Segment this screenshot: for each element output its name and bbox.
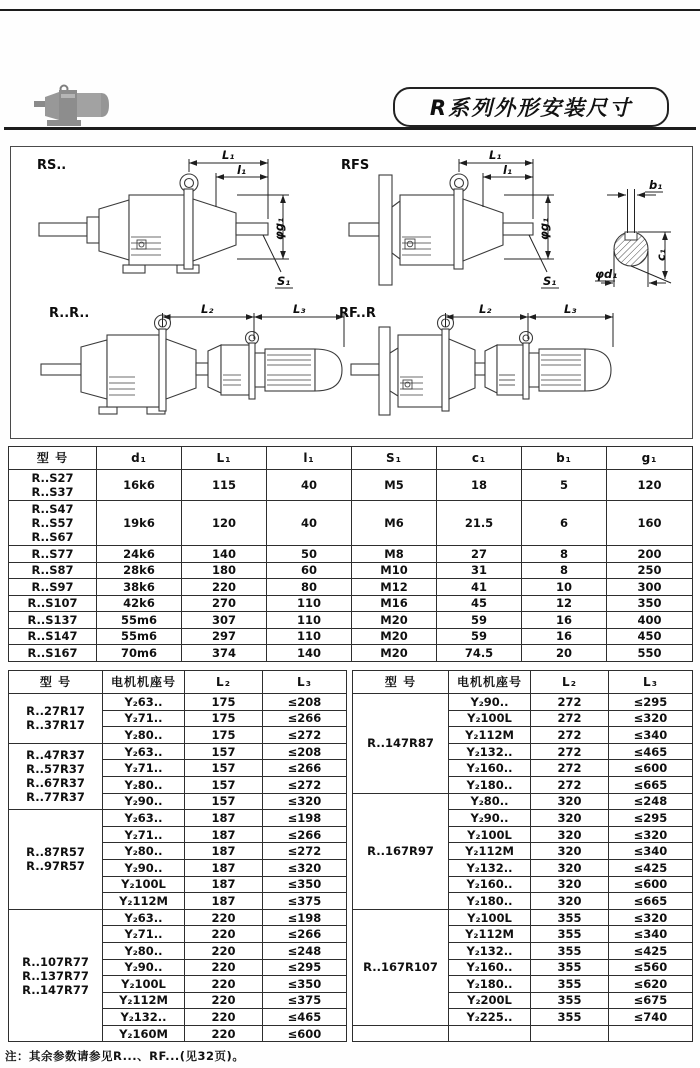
value-cell: Y₂160.. [449,760,531,777]
value-cell: Y₂180.. [449,976,531,993]
value-cell: 70m6 [97,645,182,662]
model-cell: R..S87 [9,562,97,579]
model-cell: R..S147 [9,628,97,645]
table-row [9,743,347,760]
value-cell: ≤320 [609,710,693,727]
value-cell: 120 [182,501,267,546]
value-cell: M16 [352,595,437,612]
value-cell: M12 [352,579,437,596]
value-cell: Y₂132.. [449,743,531,760]
dimension-drawings [11,147,692,438]
value-cell: 320 [531,876,609,893]
value-cell: 220 [185,992,263,1009]
value-cell: Y₂80.. [103,942,185,959]
model-cell: R..S77 [9,546,97,563]
dim-L3-label: L₃ [564,302,577,316]
value-cell: 187 [185,876,263,893]
combination-table-right [352,670,693,1042]
value-cell: Y₂71.. [103,826,185,843]
col-model: 型 号 [353,671,449,694]
value-cell: ≤266 [263,760,347,777]
value-cell: 175 [185,727,263,744]
value-cell: 157 [185,793,263,810]
dim-g1-label: φg₁ [272,217,286,241]
value-cell: 272 [531,710,609,727]
value-cell: M5 [352,470,437,501]
value-cell: ≤272 [263,727,347,744]
value-cell: ≤208 [263,694,347,711]
col-d1: d₁ [97,447,182,470]
value-cell: ≤320 [263,859,347,876]
value-cell: 320 [531,893,609,910]
value-cell: 200 [607,546,693,563]
value-cell: Y₂80.. [103,843,185,860]
model-cell: R..147R87 [353,694,449,794]
value-cell: 220 [185,942,263,959]
value-cell: ≤295 [609,810,693,827]
footnote: 注：其余参数请参见R...、RF...(见32页)。 [5,1049,245,1063]
value-cell: Y₂180.. [449,776,531,793]
value-cell: 297 [182,628,267,645]
combo-right-body [353,694,693,1042]
value-cell: 272 [531,760,609,777]
value-cell: 187 [185,843,263,860]
value-cell: 12 [522,595,607,612]
col-L3: L₃ [609,671,693,694]
value-cell: ≤375 [263,893,347,910]
dim-L2-label: L₂ [201,302,214,316]
value-cell: 220 [185,959,263,976]
value-cell: 55m6 [97,628,182,645]
table-row [9,470,693,501]
value-cell: 320 [531,826,609,843]
dimensions-table [8,446,693,662]
value-cell: 180 [182,562,267,579]
value-cell: ≤340 [609,926,693,943]
value-cell: 21.5 [437,501,522,546]
value-cell: 16 [522,628,607,645]
diagram-frame [10,146,693,439]
value-cell: 220 [185,909,263,926]
value-cell: M10 [352,562,437,579]
col-motor-frame: 电机机座号 [103,671,185,694]
value-cell: 59 [437,612,522,629]
value-cell: 140 [267,645,352,662]
value-cell: ≤340 [609,843,693,860]
dim-S1-label: S₁ [277,274,291,288]
value-cell: ≤320 [609,909,693,926]
dim-S1-label: S₁ [543,274,557,288]
table-row [9,694,347,711]
value-cell: ≤198 [263,810,347,827]
value-cell: 20 [522,645,607,662]
value-cell: ≤425 [609,942,693,959]
value-cell: ≤560 [609,959,693,976]
value-cell: 55m6 [97,612,182,629]
model-cell: R..S27 R..S37 [9,470,97,501]
col-motor-frame: 电机机座号 [449,671,531,694]
value-cell: 220 [182,579,267,596]
value-cell: 110 [267,595,352,612]
col-b1: b₁ [522,447,607,470]
table-row [9,645,693,662]
value-cell: Y₂80.. [449,793,531,810]
value-cell: 28k6 [97,562,182,579]
value-cell: ≤465 [263,1009,347,1026]
value-cell: Y₂160.. [449,876,531,893]
value-cell: 24k6 [97,546,182,563]
table-row [9,628,693,645]
drawing-rr-label: R..R.. [49,306,90,321]
value-cell: ≤665 [609,776,693,793]
value-cell: ≤600 [609,760,693,777]
value-cell: 80 [267,579,352,596]
value-cell: ≤272 [263,843,347,860]
value-cell: 160 [607,501,693,546]
value-cell: ≤350 [263,876,347,893]
value-cell [609,1025,693,1042]
value-cell: ≤266 [263,710,347,727]
value-cell: 8 [522,546,607,563]
page-title: R系列外形安装尺寸 [429,96,633,120]
value-cell: Y₂63.. [103,694,185,711]
value-cell: Y₂112M [103,992,185,1009]
value-cell: ≤620 [609,976,693,993]
page-title-box [393,87,669,127]
value-cell: ≤600 [609,876,693,893]
col-L2: L₂ [531,671,609,694]
col-L1: L₁ [182,447,267,470]
model-cell: R..S107 [9,595,97,612]
value-cell: 220 [185,976,263,993]
value-cell: 175 [185,694,263,711]
value-cell: Y₂132.. [449,859,531,876]
drawing-rfs [341,148,559,288]
dim-c1-label: c₁ [654,249,668,261]
value-cell: 220 [185,926,263,943]
value-cell: 187 [185,893,263,910]
value-cell: Y₂132.. [449,942,531,959]
value-cell: 40 [267,501,352,546]
value-cell: ≤465 [609,743,693,760]
model-cell: R..167R107 [353,909,449,1025]
dim-b1-label: b₁ [649,178,663,192]
col-S1: S₁ [352,447,437,470]
value-cell: 272 [531,694,609,711]
col-model: 型 号 [9,671,103,694]
dim-g1-label: φg₁ [537,217,551,241]
value-cell: 272 [531,776,609,793]
value-cell: 355 [531,976,609,993]
value-cell: Y₂180.. [449,893,531,910]
value-cell: ≤198 [263,909,347,926]
value-cell: Y₂63.. [103,810,185,827]
value-cell: ≤675 [609,992,693,1009]
value-cell: 355 [531,959,609,976]
table-row [9,595,693,612]
page-top-rule [0,9,700,11]
value-cell: 350 [607,595,693,612]
model-cell: R..47R37 R..57R37 R..67R37 R..77R37 [9,743,103,809]
value-cell: ≤425 [609,859,693,876]
model-cell: R..S167 [9,645,97,662]
value-cell: Y₂100L [449,710,531,727]
value-cell: ≤320 [263,793,347,810]
model-cell: R..27R17 R..37R17 [9,694,103,744]
value-cell: 140 [182,546,267,563]
dim-l1-label: l₁ [503,163,512,177]
value-cell: 110 [267,628,352,645]
dim-L2-label: L₂ [479,302,492,316]
drawing-rfs-label: RFS [341,158,370,173]
value-cell: 45 [437,595,522,612]
value-cell: 250 [607,562,693,579]
value-cell: 110 [267,612,352,629]
value-cell: 320 [531,859,609,876]
value-cell: ≤266 [263,826,347,843]
value-cell: 307 [182,612,267,629]
value-cell: 175 [185,710,263,727]
table-row [9,612,693,629]
value-cell: Y₂112M [449,727,531,744]
value-cell: Y₂112M [449,843,531,860]
value-cell: 115 [182,470,267,501]
table-row [353,694,693,711]
value-cell: 40 [267,470,352,501]
combo-left-body [9,694,347,1042]
gearmotor-photo [33,80,111,130]
value-cell: 16k6 [97,470,182,501]
value-cell: Y₂112M [449,926,531,943]
col-L3: L₃ [263,671,347,694]
dim-L3-label: L₃ [293,302,306,316]
value-cell: ≤266 [263,926,347,943]
value-cell: 450 [607,628,693,645]
value-cell: 6 [522,501,607,546]
value-cell: ≤375 [263,992,347,1009]
value-cell: 50 [267,546,352,563]
table-row [9,562,693,579]
value-cell: ≤320 [609,826,693,843]
drawing-rs [37,148,293,288]
value-cell: 60 [267,562,352,579]
model-cell: R..S97 [9,579,97,596]
value-cell: Y₂90.. [103,793,185,810]
value-cell: 5 [522,470,607,501]
table-row [9,909,347,926]
drawing-rfr [339,302,613,415]
value-cell: 8 [522,562,607,579]
value-cell: 18 [437,470,522,501]
table-row [9,810,347,827]
value-cell: 31 [437,562,522,579]
col-g1: g₁ [607,447,693,470]
value-cell: 550 [607,645,693,662]
value-cell: Y₂90.. [449,810,531,827]
value-cell: Y₂80.. [103,727,185,744]
value-cell: ≤208 [263,743,347,760]
table-header-row [9,447,693,470]
value-cell: 400 [607,612,693,629]
value-cell: 355 [531,909,609,926]
value-cell: 374 [182,645,267,662]
value-cell: 120 [607,470,693,501]
col-c1: c₁ [437,447,522,470]
value-cell: 187 [185,826,263,843]
value-cell: 320 [531,793,609,810]
value-cell: 27 [437,546,522,563]
value-cell: Y₂132.. [103,1009,185,1026]
value-cell: 42k6 [97,595,182,612]
value-cell: Y₂80.. [103,776,185,793]
value-cell: ≤295 [263,959,347,976]
value-cell: M6 [352,501,437,546]
value-cell: Y₂71.. [103,760,185,777]
col-model: 型 号 [9,447,97,470]
value-cell: 355 [531,942,609,959]
value-cell: 272 [531,727,609,744]
combination-table-left [8,670,347,1042]
value-cell: 355 [531,926,609,943]
value-cell: 355 [531,992,609,1009]
value-cell: Y₂90.. [449,694,531,711]
value-cell: ≤248 [263,942,347,959]
value-cell: Y₂160.. [449,959,531,976]
drawing-rr [41,302,344,414]
col-L2: L₂ [185,671,263,694]
dim-L1-label: L₁ [489,148,502,162]
value-cell: 320 [531,810,609,827]
value-cell: M20 [352,645,437,662]
value-cell: ≤295 [609,694,693,711]
value-cell: 272 [531,743,609,760]
value-cell: 19k6 [97,501,182,546]
model-cell: R..87R57 R..97R57 [9,810,103,910]
value-cell: Y₂63.. [103,743,185,760]
value-cell: 355 [531,1009,609,1026]
model-cell [353,1025,449,1042]
value-cell: 320 [531,843,609,860]
value-cell: Y₂100L [103,976,185,993]
value-cell [449,1025,531,1042]
value-cell: 16 [522,612,607,629]
value-cell: Y₂63.. [103,909,185,926]
drawing-rs-label: RS.. [37,158,67,173]
value-cell: M8 [352,546,437,563]
value-cell: ≤248 [609,793,693,810]
drawing-shaft-section [595,178,671,287]
value-cell: 41 [437,579,522,596]
model-cell: R..S137 [9,612,97,629]
table-row [9,501,693,546]
value-cell: ≤340 [609,727,693,744]
value-cell: ≤272 [263,776,347,793]
value-cell: 10 [522,579,607,596]
header-rule [4,127,696,130]
value-cell: 187 [185,859,263,876]
value-cell: 59 [437,628,522,645]
value-cell: Y₂71.. [103,926,185,943]
col-l1: l₁ [267,447,352,470]
drawing-rfr-label: RF..R [339,306,376,321]
table-row [353,1025,693,1042]
value-cell: 157 [185,743,263,760]
value-cell: 38k6 [97,579,182,596]
model-cell: R..167R97 [353,793,449,909]
table-row [353,793,693,810]
value-cell: 300 [607,579,693,596]
model-cell: R..107R77 R..137R77 R..147R77 [9,909,103,1042]
value-cell: M20 [352,628,437,645]
value-cell: ≤350 [263,976,347,993]
value-cell: Y₂112M [103,893,185,910]
value-cell: ≤600 [263,1025,347,1042]
value-cell: ≤665 [609,893,693,910]
model-cell: R..S47 R..S57 R..S67 [9,501,97,546]
value-cell: Y₂225.. [449,1009,531,1026]
value-cell: Y₂100L [103,876,185,893]
table-row [9,546,693,563]
value-cell: Y₂100L [449,826,531,843]
value-cell: Y₂160M [103,1025,185,1042]
value-cell: M20 [352,612,437,629]
value-cell: ≤740 [609,1009,693,1026]
value-cell: Y₂200L [449,992,531,1009]
table-header-row [9,671,347,694]
value-cell: 220 [185,1009,263,1026]
table-row [353,909,693,926]
value-cell: 220 [185,1025,263,1042]
dims-table-body [9,470,693,662]
value-cell: 74.5 [437,645,522,662]
dim-d1-label: φd₁ [595,267,618,281]
value-cell: 270 [182,595,267,612]
value-cell: Y₂71.. [103,710,185,727]
value-cell: 187 [185,810,263,827]
dim-L1-label: L₁ [222,148,235,162]
value-cell: Y₂90.. [103,959,185,976]
value-cell: 157 [185,760,263,777]
value-cell: Y₂100L [449,909,531,926]
table-header-row [353,671,693,694]
value-cell: Y₂90.. [103,859,185,876]
value-cell [531,1025,609,1042]
value-cell: 157 [185,776,263,793]
dim-l1-label: l₁ [237,163,246,177]
table-row [9,579,693,596]
